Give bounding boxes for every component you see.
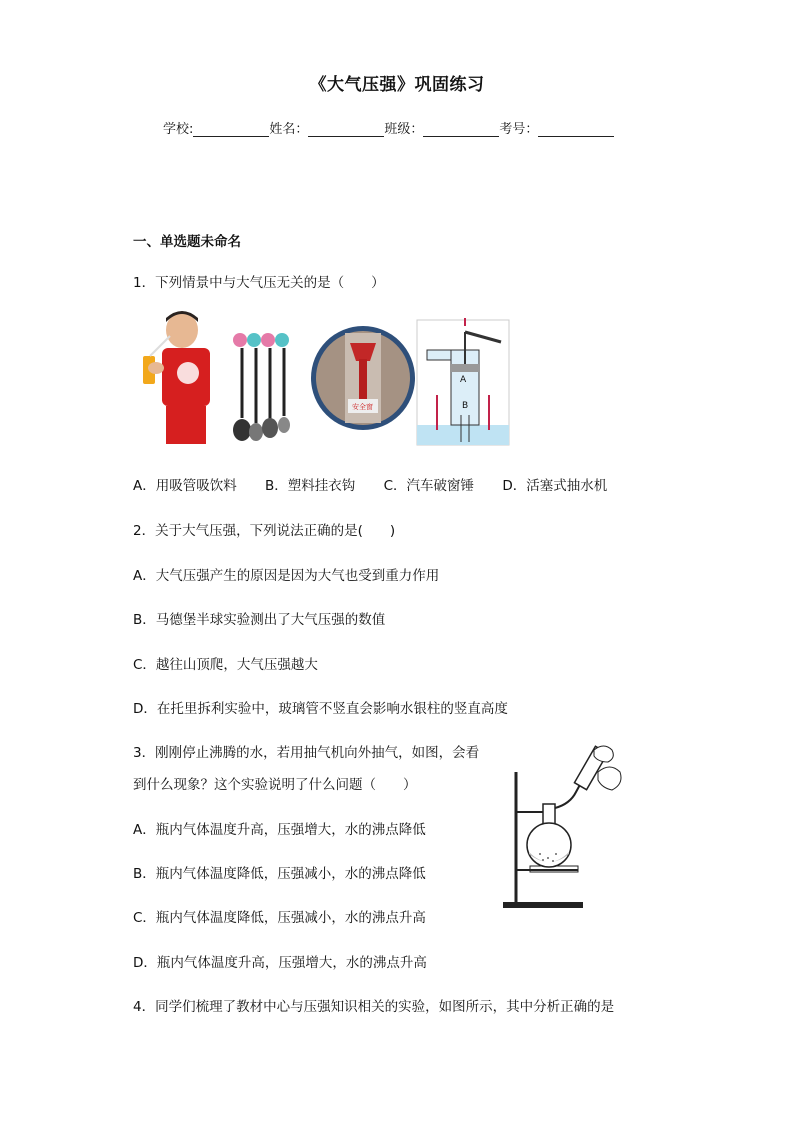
question-2-stem: 2．关于大气压强，下列说法正确的是( ) [133, 523, 396, 539]
safety-window-label: 安全窗 [352, 403, 373, 411]
q3-option-c[interactable]: C．瓶内气体温度降低，压强减小，水的沸点升高 [133, 910, 426, 926]
number-blank[interactable] [538, 122, 614, 137]
number-label: 考号： [499, 122, 539, 137]
question-1-stem: 1．下列情景中与大气压无关的是（ ） [133, 275, 385, 291]
boy-drinking-image [143, 311, 210, 444]
q1-option-b[interactable]: B．塑料挂衣钩 [265, 478, 356, 494]
q2-option-b[interactable]: B．马德堡半球实验测出了大气压强的数值 [133, 612, 386, 628]
q2-option-d[interactable]: D．在托里拆利实验中，玻璃管不竖直会影响水银柱的竖直高度 [133, 701, 508, 717]
flask-vacuum-figure [498, 742, 633, 912]
class-label: 班级： [384, 122, 424, 137]
q3-option-d[interactable]: D．瓶内气体温度升高，压强增大，水的沸点升高 [133, 955, 427, 971]
question-4-stem: 4．同学们梳理了教材中心与压强知识相关的实验，如图所示，其中分析正确的是 [133, 999, 615, 1015]
q3-option-b[interactable]: B．瓶内气体温度降低，压强减小，水的沸点降低 [133, 866, 426, 882]
question-1-options [133, 474, 631, 494]
pump-valve-a-label: A [460, 375, 467, 385]
page-title: 《大气压强》巩固练习 [309, 75, 485, 95]
piston-pump-image [417, 318, 509, 445]
q1-option-c[interactable]: C．汽车破窗锤 [383, 478, 475, 494]
question-3-stem-line2: 到什么现象？这个实验说明了什么问题（ ） [133, 777, 417, 793]
class-blank[interactable] [423, 122, 499, 137]
school-label: 学校: [163, 122, 194, 137]
pump-valve-b-label: B [462, 401, 469, 411]
q2-option-c[interactable]: C．越往山顶爬，大气压强越大 [133, 657, 318, 673]
q1-option-d[interactable]: D．活塞式抽水机 [502, 478, 608, 494]
q1-option-a[interactable]: A．用吸管吸饮料 [133, 478, 237, 494]
name-label: 姓名： [269, 122, 309, 137]
window-hammer-image [311, 326, 415, 430]
section-title: 一、单选题未命名 [133, 234, 241, 250]
q2-option-a[interactable]: A．大气压强产生的原因是因为大气也受到重力作用 [133, 568, 440, 584]
school-blank[interactable] [193, 122, 269, 137]
name-blank[interactable] [308, 122, 384, 137]
plastic-hooks-image [233, 333, 290, 441]
student-info-line [163, 118, 614, 137]
question-3-stem-line1: 3．刚刚停止沸腾的水，若用抽气机向外抽气，如图，会看 [133, 745, 480, 761]
q3-option-a[interactable]: A．瓶内气体温度升高，压强增大，水的沸点降低 [133, 822, 426, 838]
question-1-figures [140, 308, 520, 448]
